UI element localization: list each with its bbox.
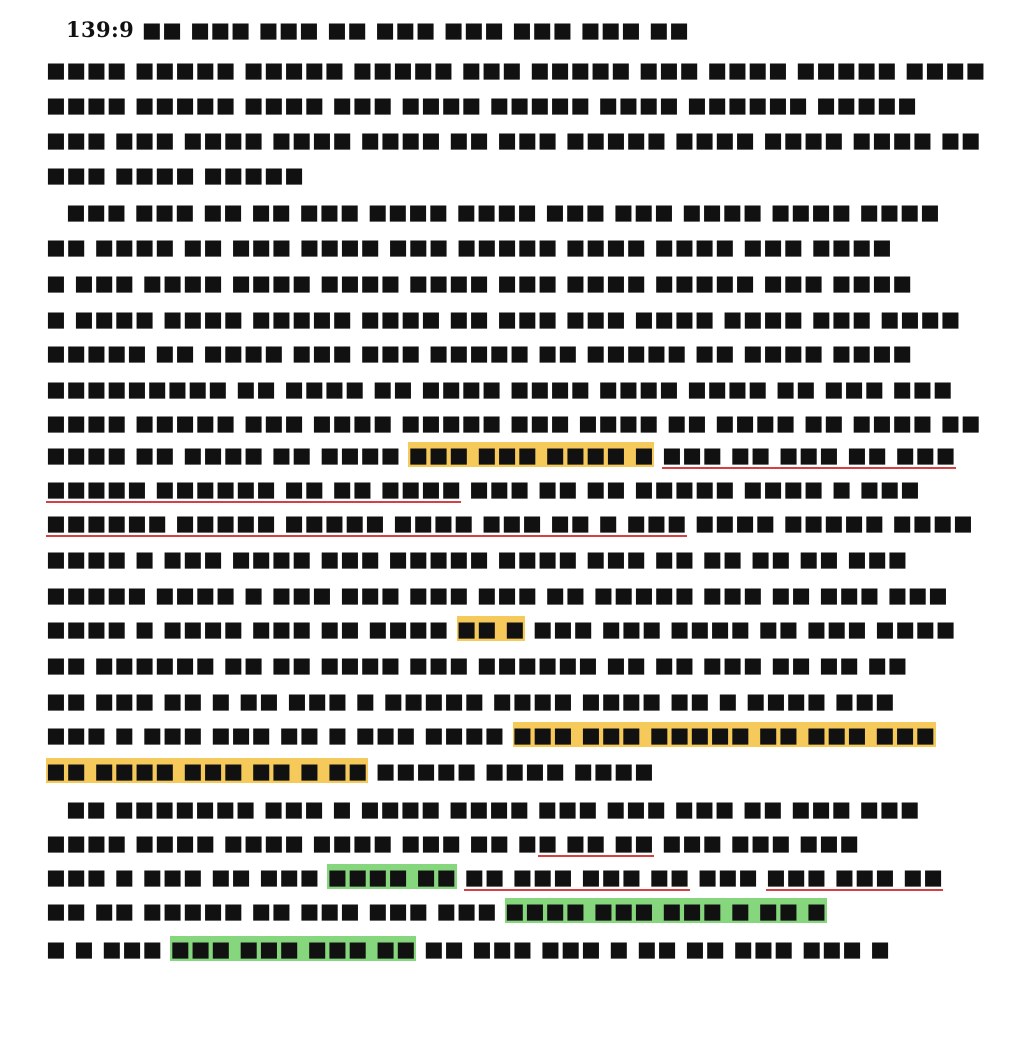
- text-run: ■■■ ■■■ ■■■■ ■■■■ ■■■■ ■■ ■■■ ■■■■■ ■■■■ ■■■■ ■■■■ ■■: [46, 127, 981, 152]
- text-run: [654, 442, 662, 467]
- text-run: ■■■: [689, 864, 767, 889]
- yellow-highlight: ■■■ ■■■ ■■■■ ■: [408, 442, 655, 467]
- text-line: [46, 614, 986, 644]
- text-line: [46, 232, 986, 262]
- text-run: ■■■■ ■■■■ ■■■■ ■■■■ ■■■ ■■ ■: [46, 830, 538, 855]
- text-run: ■■■■■ ■■■■ ■■■■: [367, 758, 655, 783]
- text-line: [46, 650, 986, 680]
- text-line: [46, 720, 986, 750]
- yellow-highlight: ■■■ ■■■ ■■■■■ ■■ ■■■ ■■■: [512, 722, 936, 747]
- text-line: [46, 268, 986, 298]
- text-run: ■■■■■ ■■■■ ■ ■■■ ■■■ ■■■ ■■■ ■■ ■■■■■ ■■■ ■■ ■■■ ■■■: [46, 582, 949, 607]
- text-run: ■■ ■■■ ■■ ■ ■■ ■■■ ■ ■■■■■ ■■■■ ■■■■ ■■ ■ ■■■■ ■■■: [46, 688, 896, 713]
- text-run: ■■ ■■ ■■■■■ ■■ ■■■ ■■■ ■■■: [46, 898, 505, 923]
- text-line: [46, 304, 986, 334]
- text-run: ■■■ ■■■ ■■ ■■ ■■■ ■■■■ ■■■■ ■■■ ■■■ ■■■■ ■■■■ ■■■■: [66, 199, 941, 224]
- green-highlight: ■■■■ ■■: [327, 864, 457, 889]
- text-run: ■ ■■■■ ■■■■ ■■■■■ ■■■■ ■■ ■■■ ■■■ ■■■■ ■■■■ ■■■ ■■■■: [46, 306, 961, 331]
- text-line: [46, 862, 986, 892]
- text-line: [46, 896, 986, 926]
- text-run: ■■■■ ■ ■■■■ ■■■ ■■ ■■■■: [46, 616, 457, 641]
- text-run: ■■■■ ■ ■■■ ■■■■ ■■■ ■■■■■ ■■■■ ■■■ ■■ ■■ ■■ ■■ ■■■: [46, 546, 908, 571]
- green-highlight: ■■■ ■■■ ■■■ ■■: [170, 936, 417, 961]
- text-run: ■ ■■■ ■■■■ ■■■■ ■■■■ ■■■■ ■■■ ■■■■ ■■■■■ ■■■ ■■■■: [46, 270, 913, 295]
- yellow-highlight: ■■ ■: [456, 616, 526, 641]
- text-line: [46, 408, 986, 438]
- text-run: ■■ ■■■ ■■■ ■ ■■ ■■ ■■■ ■■■ ■: [416, 936, 891, 961]
- red-underline: ■ ■■ ■■: [537, 830, 655, 855]
- text-run: ■■■ ■■ ■■ ■■■■■ ■■■■ ■ ■■■: [461, 476, 921, 501]
- text-run: ■■■■ ■■■■■ ■■■■ ■■■ ■■■■ ■■■■■ ■■■■ ■■■■■■ ■■■■■: [46, 92, 918, 117]
- text-line: [66, 15, 986, 45]
- red-underline: ■■■ ■■■ ■■: [766, 864, 944, 889]
- text-run: ■■ ■■■■■■ ■■ ■■ ■■■■ ■■■ ■■■■■■ ■■ ■■ ■■■ ■■ ■■ ■■: [46, 652, 908, 677]
- text-run: ■■ ■■■■■■■ ■■■ ■ ■■■■ ■■■■ ■■■ ■■■ ■■■ ■■ ■■■ ■■■: [66, 796, 920, 821]
- text-line: [66, 197, 986, 227]
- text-run: ■■■■■ ■■ ■■■■ ■■■ ■■■ ■■■■■ ■■ ■■■■■ ■■ ■■■■ ■■■■: [46, 340, 913, 365]
- text-run: ■■■ ■■■ ■■■: [654, 830, 860, 855]
- text-run: ■ ■ ■■■: [46, 936, 171, 961]
- text-line: [46, 160, 986, 190]
- text-line: [46, 828, 986, 858]
- green-highlight: ■■■■ ■■■ ■■■ ■ ■■ ■: [504, 898, 827, 923]
- text-run: ■■■ ■■■ ■■■■ ■■ ■■■ ■■■■: [525, 616, 956, 641]
- text-run: ■■■■■■■■■ ■■ ■■■■ ■■ ■■■■ ■■■■ ■■■■ ■■■■ ■■ ■■■ ■■■: [46, 376, 954, 401]
- text-line: [46, 440, 986, 470]
- text-line: [46, 686, 986, 716]
- text-line: [46, 474, 986, 504]
- red-underline: ■■■ ■■ ■■■ ■■ ■■■: [661, 442, 956, 467]
- text-run: ■■ ■■■ ■■■ ■■ ■■■ ■■■ ■■■ ■■■ ■■: [141, 17, 690, 42]
- text-run: ■■■■ ■■■■■ ■■■■: [686, 510, 974, 535]
- text-run: ■■■ ■ ■■■ ■■■ ■■ ■ ■■■ ■■■■: [46, 722, 513, 747]
- text-line: [46, 544, 986, 574]
- text-run: ■■ ■■■■ ■■ ■■■ ■■■■ ■■■ ■■■■■ ■■■■ ■■■■ ■■■ ■■■■: [46, 234, 893, 259]
- text-line: [46, 756, 986, 786]
- text-run: ■■■■ ■■■■■ ■■■ ■■■■ ■■■■■ ■■■ ■■■■ ■■ ■■■■ ■■ ■■■■ ■■: [46, 410, 981, 435]
- text-line: [46, 508, 986, 538]
- text-run: ■■■ ■■■■ ■■■■■: [46, 162, 305, 187]
- red-underline: ■■■■■ ■■■■■■ ■■ ■■ ■■■■: [46, 476, 462, 501]
- text-line: [46, 90, 986, 120]
- red-underline: ■■ ■■■ ■■■ ■■: [464, 864, 690, 889]
- text-line: [66, 794, 986, 824]
- text-run: ■■■ ■ ■■■ ■■ ■■■: [46, 864, 328, 889]
- verse-reference: 139:9: [66, 17, 142, 42]
- red-underline: ■■■■■■ ■■■■■ ■■■■■ ■■■■ ■■■ ■■ ■ ■■■: [46, 510, 687, 535]
- text-line: [46, 55, 986, 85]
- text-line: [46, 338, 986, 368]
- text-run: ■■■■ ■■■■■ ■■■■■ ■■■■■ ■■■ ■■■■■ ■■■ ■■■■ ■■■■■ ■■■■: [46, 57, 986, 82]
- text-line: [46, 374, 986, 404]
- text-line: [46, 580, 986, 610]
- yellow-highlight: ■■ ■■■■ ■■■ ■■ ■ ■■: [46, 758, 368, 783]
- text-line: [46, 934, 986, 964]
- text-line: [46, 125, 986, 155]
- text-run: ■■■■ ■■ ■■■■ ■■ ■■■■: [46, 442, 409, 467]
